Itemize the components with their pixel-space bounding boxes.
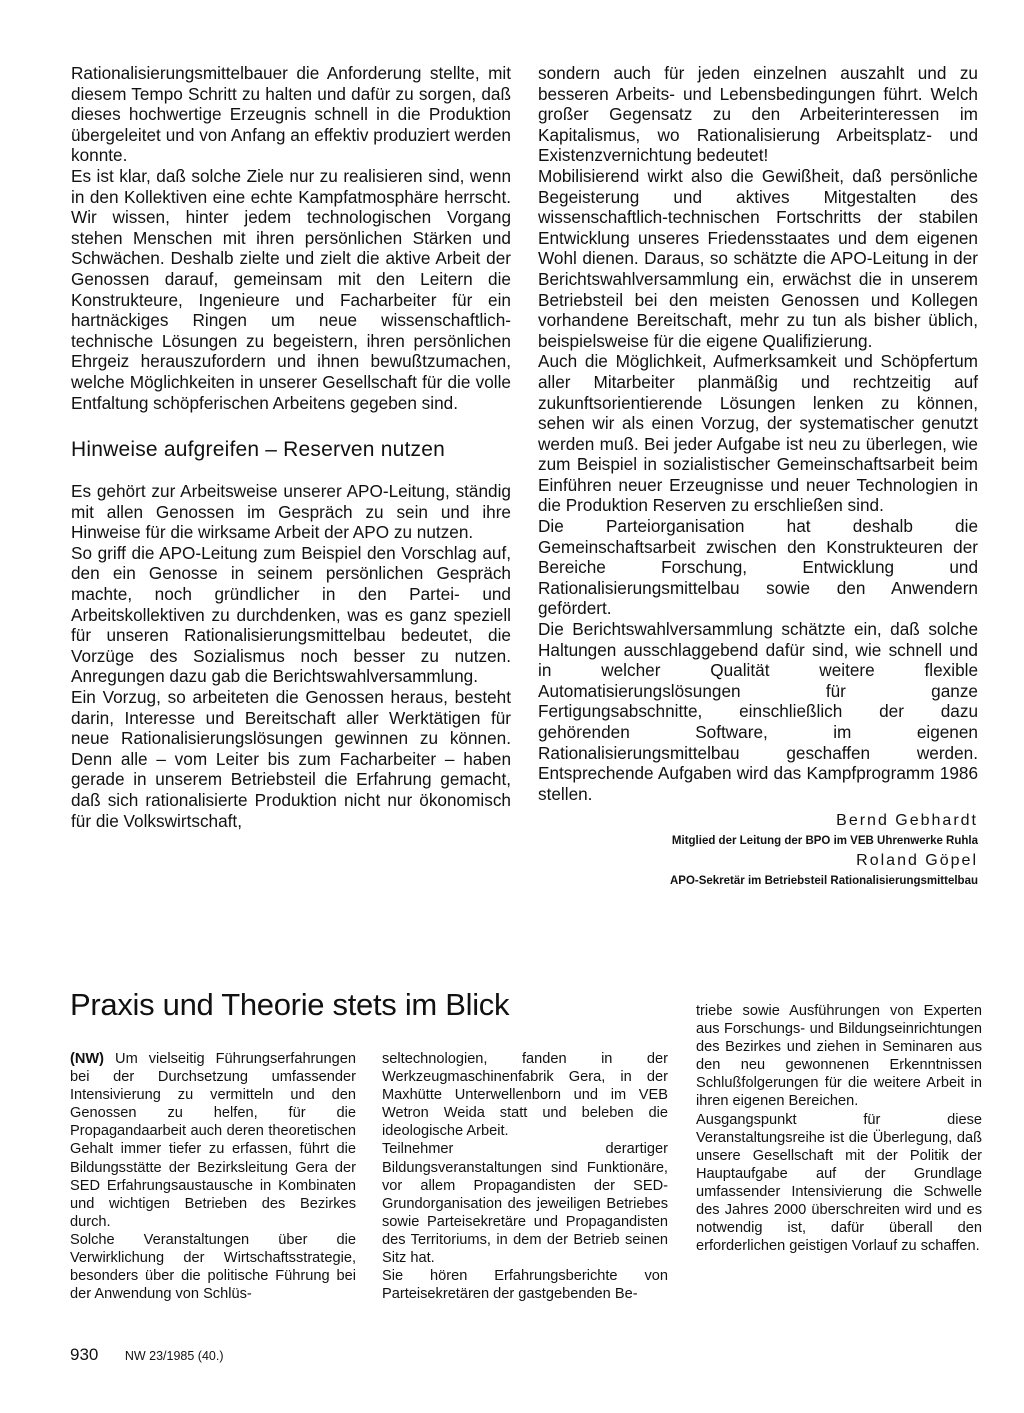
source-tag: (NW) bbox=[70, 1051, 105, 1067]
author-role: Mitglied der Leitung der BPO im VEB Uhrenwerke Ruhla bbox=[671, 835, 978, 848]
article-right-column bbox=[538, 63, 978, 890]
paragraph: Ein Vorzug, so arbeiteten die Genossen heraus, besteht darin, Interesse und Bereitschaft aller Werktätigen für neue Rationalisierungslösungen gewinnen zu können. Denn alle – vom Leiter bis zum Facharbeiter – haben gerade in unserem Betriebsteil die Erfahrung gemacht, daß sich rationalisierte Produktion nicht nur ökonomisch für die Volkswirtschaft, bbox=[71, 687, 511, 831]
paragraph: Es gehört zur Arbeitsweise unserer APO-Leitung, ständig mit allen Genossen im Gespräch zu sein und ihre Hinweise für die wirksame Arbeit der APO zu nutzen. bbox=[71, 481, 511, 543]
page-number: 930 bbox=[70, 1345, 99, 1364]
paragraph: Teilnehmer derartiger Bildungsveranstaltungen sind Funktionäre, vor allem Propagandisten der SED-Grundorganisation des jeweiligen Betriebes sowie Parteisekretäre und Propagandisten des Territoriums, in dem der Betrieb seinen Sitz hat. bbox=[382, 1141, 668, 1267]
paragraph: (NW) Um vielseitig Führungserfahrungen bei der Durchsetzung umfassender Intensivierung zu vermitteln und den Genossen zu helfen, für die Propagandaarbeit auch deren theoretischen Gehalt immer tiefer zu erfassen, führt die Bildungsstätte der Bezirksleitung Gera der SED Erfahrungsaustausche in Kombinaten und wichtigen Betrieben des Bezirkes durch. bbox=[70, 1051, 356, 1230]
article2-column-1 bbox=[70, 1050, 356, 1303]
paragraph: Die Berichtswahlversammlung schätzte ein, daß solche Haltungen ausschlaggebend dafür sind, wie schnell und in welcher Qualität weitere flexible Automatisierungslösungen für ganze Fertigungsabschnitte, einschließlich der dazu gehörenden Software, im eigenen Rationalisierungsmittelbau geschaffen werden. Entsprechende Aufgaben wird das Kampfprogramm 1986 stellen. bbox=[538, 619, 978, 804]
paragraph: sondern auch für jeden einzelnen auszahlt und zu besseren Arbeits- und Lebensbedingungen führt. Welch großer Gegensatz zu den Arbeiterinteressen im Kapitalismus, wo Rationalisierung Arbeitsplatz- und Existenzvernichtung bedeutet! bbox=[538, 63, 978, 166]
article2-column-3 bbox=[696, 1002, 982, 1255]
author-name: Roland Göpel bbox=[856, 852, 978, 870]
page-footer bbox=[70, 1345, 224, 1365]
paragraph: Es ist klar, daß solche Ziele nur zu realisieren sind, wenn in den Kollektiven eine echte Kampfatmosphäre herrscht. Wir wissen, hinter jedem technologischen Vorgang stehen Menschen mit ihren persönlichen Stärken und Schwächen. Deshalb zielte und zielt die aktive Arbeit der Genossen darauf, gemeinsam mit den Leitern die Konstrukteure, Ingenieure und Facharbeiter für ein hartnäckiges Ringen um neue wissenschaftlich-technische Lösungen zu begeistern, ihren persönlichen Ehrgeiz herauszufordern und ihnen bewußtzumachen, welche Möglichkeiten in unserer Gesellschaft für die volle Entfaltung schöpferischen Arbeitens gegeben sind. bbox=[71, 165, 511, 413]
article-title: Praxis und Theorie stets im Blick bbox=[70, 987, 510, 1022]
paragraph: So griff die APO-Leitung zum Beispiel den Vorschlag auf, den ein Genosse in seinem persönlichen Gespräch machte, noch gründlicher in den Partei- und Arbeitskollektiven zu durchdenken, was es ganz speziell für unseren Rationalisierungsmittelbau bedeutet, die Vorzüge des Sozialismus noch besser zu nutzen. Anregungen dazu gab die Berichtswahlversammlung. bbox=[71, 542, 511, 687]
article2-column-2 bbox=[382, 1050, 668, 1303]
paragraph: seltechnologien, fanden in der Werkzeugmaschinenfabrik Gera, in der Maxhütte Unterwellenborn und im VEB Wetron Weida statt und beleben die ideologische Arbeit. bbox=[382, 1051, 668, 1140]
author-name: Bernd Gebhardt bbox=[836, 812, 978, 830]
article-left-column bbox=[71, 63, 511, 831]
section-subheading: Hinweise aufgreifen – Reserven nutzen bbox=[71, 438, 445, 462]
paragraph: Ausgangspunkt für diese Veranstaltungsreihe ist die Überlegung, daß unsere Gesellschaft mit der Politik der Hauptaufgabe auf der Grundlage umfassender Intensivierung die Schwelle des Jahres 2000 überschreiten wird und es notwendig ist, dafür überall den erforderlichen geistigen Vorlauf zu schaffen. bbox=[696, 1111, 982, 1255]
paragraph: Auch die Möglichkeit, Aufmerksamkeit und Schöpfertum aller Mitarbeiter planmäßig und rechtzeitig auf zukunftsorientierende Lösungen lenken zu können, sehen wir als einen Vorzug, der systematischer genutzt werden muß. Bei jeder Aufgabe ist neu zu überlegen, wie zum Beispiel in sozialistischer Gemeinschaftsarbeit beim Einführen neuer Erzeugnisse und neuer Technologien in die Produktion Reserven zu erschließen sind. bbox=[538, 351, 978, 516]
issue-label: NW 23/1985 (40.) bbox=[124, 1349, 224, 1363]
paragraph: Solche Veranstaltungen über die Verwirklichung der Wirtschaftsstrategie, besonders über die politische Führung bei der Anwendung von Schlüs- bbox=[70, 1231, 356, 1303]
paragraph: Rationalisierungsmittelbauer die Anforderung stellte, mit diesem Tempo Schritt zu halten und dafür zu sorgen, daß dieses hochwertige Erzeugnis schnell in die Produktion übergeleitet und von Anfang an effektiv produziert werden konnte. bbox=[71, 63, 511, 166]
author-role: APO-Sekretär im Betriebsteil Rationalisierungsmittelbau bbox=[669, 875, 978, 888]
author-signatures bbox=[538, 810, 978, 890]
paragraph: Die Parteiorganisation hat deshalb die Gemeinschaftsarbeit zwischen den Konstrukteuren der Bereiche Forschung, Entwicklung und Rationalisierungsmittelbau sowie den Anwendern gefördert. bbox=[538, 516, 978, 619]
paragraph: Sie hören Erfahrungsberichte von Parteisekretären der gastgebenden Be- bbox=[382, 1268, 668, 1303]
paragraph: Mobilisierend wirkt also die Gewißheit, daß persönliche Begeisterung und aktives Mitgestalten des wissenschaftlich-technischen Fortschritts der stabilen Entwicklung unseres Friedensstaates und dem eigenen Wohl dienen. Daraus, so schätzte die APO-Leitung in der Berichtswahlversammlung ein, erwächst die in unserem Betriebsteil bei den meisten Genossen und Kollegen vorhandene Bereitschaft, mehr zu tun als bisher üblich, beispielsweise für die eigene Qualifizierung. bbox=[538, 165, 978, 351]
paragraph: triebe sowie Ausführungen von Experten aus Forschungs- und Bildungseinrichtungen des Bezirkes und ziehen in Seminaren aus den neu gewonnenen Erkenntnissen Schlußfolgerungen für die weitere Arbeit in ihren eigenen Bereichen. bbox=[696, 1003, 982, 1110]
